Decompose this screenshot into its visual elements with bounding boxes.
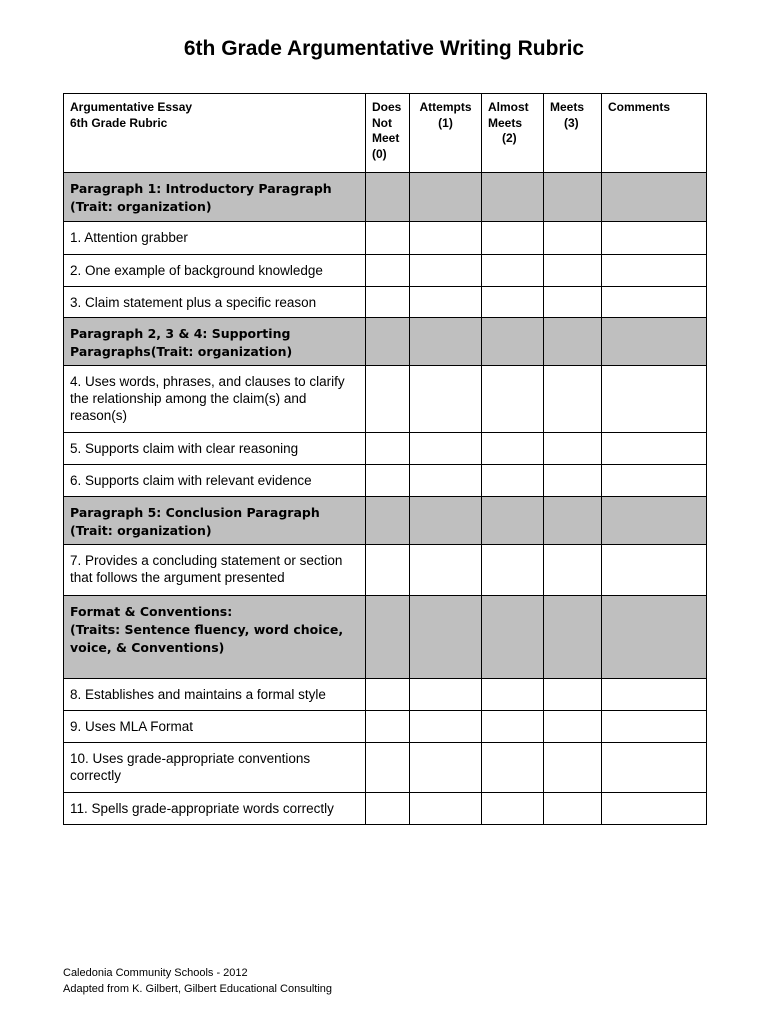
score-almost-meets-cell: [482, 596, 544, 679]
score-meets-cell[interactable]: [544, 222, 602, 255]
score-meets-cell: [544, 596, 602, 679]
score-does-not-meet-cell: [366, 173, 410, 222]
comments-cell[interactable]: [602, 287, 707, 318]
rubric-table: [63, 93, 707, 825]
criterion-text-line: 6. Supports claim with relevant evidence: [70, 473, 312, 488]
footer-line: Caledonia Community Schools - 2012: [63, 967, 248, 979]
score-almost-meets-cell: [482, 318, 544, 366]
score-almost-meets-cell: [482, 173, 544, 222]
section-title-cell: [64, 596, 366, 679]
header-attempts-line: Attempts: [419, 100, 472, 114]
score-does-not-meet-cell[interactable]: [366, 793, 410, 825]
score-meets-cell[interactable]: [544, 433, 602, 465]
score-attempts-cell[interactable]: [410, 793, 482, 825]
score-attempts-cell[interactable]: [410, 287, 482, 318]
section-row: [64, 497, 707, 545]
header-criteria-line: 6th Grade Rubric: [70, 115, 168, 130]
criterion-text-line: correctly: [70, 768, 122, 783]
header-comments-line: Comments: [608, 100, 671, 114]
comments-cell[interactable]: [602, 366, 707, 433]
score-meets-cell[interactable]: [544, 743, 602, 793]
comments-cell[interactable]: [602, 743, 707, 793]
score-meets-cell[interactable]: [544, 255, 602, 287]
section-title-line: (Traits: Sentence fluency, word choice,: [70, 622, 344, 637]
header-does-not-meet: [366, 94, 410, 173]
section-title-cell: [64, 318, 366, 366]
score-meets-cell: [544, 497, 602, 545]
score-does-not-meet-cell[interactable]: [366, 545, 410, 596]
criterion-text-line: 1. Attention grabber: [70, 230, 188, 245]
criterion-row: [64, 222, 707, 255]
criterion-text-line: 9. Uses MLA Format: [70, 719, 194, 734]
score-attempts-cell: [410, 318, 482, 366]
score-almost-meets-cell[interactable]: [482, 222, 544, 255]
comments-cell[interactable]: [602, 679, 707, 711]
score-meets-cell[interactable]: [544, 465, 602, 497]
criterion-cell: [64, 793, 366, 825]
header-does-not-meet-line: Does: [372, 100, 402, 114]
score-almost-meets-cell[interactable]: [482, 679, 544, 711]
score-does-not-meet-cell[interactable]: [366, 255, 410, 287]
comments-cell: [602, 318, 707, 366]
score-almost-meets-cell: [482, 497, 544, 545]
score-does-not-meet-cell[interactable]: [366, 433, 410, 465]
score-attempts-cell: [410, 173, 482, 222]
comments-cell[interactable]: [602, 433, 707, 465]
criterion-text-line: 10. Uses grade-appropriate conventions: [70, 751, 311, 766]
score-almost-meets-cell[interactable]: [482, 255, 544, 287]
score-meets-cell: [544, 318, 602, 366]
comments-cell: [602, 596, 707, 679]
header-does-not-meet-line: Meet: [372, 131, 400, 145]
page-title: 6th Grade Argumentative Writing Rubric: [183, 37, 585, 60]
score-does-not-meet-cell[interactable]: [366, 465, 410, 497]
comments-cell: [602, 497, 707, 545]
comments-cell[interactable]: [602, 793, 707, 825]
score-meets-cell[interactable]: [544, 287, 602, 318]
criterion-row: [64, 711, 707, 743]
criterion-row: [64, 679, 707, 711]
score-meets-cell[interactable]: [544, 545, 602, 596]
comments-cell[interactable]: [602, 545, 707, 596]
criterion-text-line: 2. One example of background knowledge: [70, 263, 323, 278]
score-does-not-meet-cell: [366, 318, 410, 366]
score-does-not-meet-cell[interactable]: [366, 711, 410, 743]
section-title-line: (Trait: organization): [70, 523, 212, 538]
header-almost-meets-line: Almost: [488, 100, 529, 114]
footer-line: Adapted from K. Gilbert, Gilbert Educational Consulting: [63, 983, 333, 995]
criterion-row: [64, 366, 707, 433]
header-meets: [544, 94, 602, 173]
header-attempts: [410, 94, 482, 173]
score-almost-meets-cell[interactable]: [482, 465, 544, 497]
criterion-text-line: 7. Provides a concluding statement or section: [70, 553, 343, 568]
comments-cell[interactable]: [602, 255, 707, 287]
score-does-not-meet-cell: [366, 497, 410, 545]
criterion-text-line: that follows the argument presented: [70, 570, 285, 585]
comments-cell[interactable]: [602, 465, 707, 497]
score-attempts-cell[interactable]: [410, 433, 482, 465]
header-almost-meets-line: (2): [502, 131, 517, 145]
score-meets-cell[interactable]: [544, 793, 602, 825]
score-does-not-meet-cell[interactable]: [366, 679, 410, 711]
header-criteria-cell: [64, 94, 366, 173]
comments-cell: [602, 173, 707, 222]
criterion-row: [64, 287, 707, 318]
score-does-not-meet-cell[interactable]: [366, 287, 410, 318]
score-attempts-cell[interactable]: [410, 465, 482, 497]
criterion-cell: [64, 366, 366, 433]
header-meets-line: Meets: [550, 100, 585, 114]
section-row: [64, 596, 707, 679]
section-title-line: Format & Conventions:: [70, 604, 233, 619]
score-attempts-cell[interactable]: [410, 255, 482, 287]
section-row: [64, 318, 707, 366]
header-attempts-line: (1): [438, 115, 453, 130]
criterion-row: [64, 255, 707, 287]
criterion-cell: [64, 545, 366, 596]
header-does-not-meet-line: (0): [372, 146, 387, 161]
criterion-cell: [64, 222, 366, 255]
section-title-line: voice, & Conventions): [70, 640, 225, 655]
score-does-not-meet-cell[interactable]: [366, 743, 410, 793]
footer: [63, 965, 332, 997]
score-attempts-cell[interactable]: [410, 743, 482, 793]
criterion-text-line: 3. Claim statement plus a specific reason: [70, 295, 317, 310]
rubric-body: [64, 94, 707, 825]
header-row: [64, 94, 707, 173]
score-meets-cell: [544, 173, 602, 222]
criterion-row: [64, 545, 707, 596]
score-almost-meets-cell[interactable]: [482, 433, 544, 465]
score-attempts-cell[interactable]: [410, 679, 482, 711]
score-meets-cell[interactable]: [544, 711, 602, 743]
criterion-cell: [64, 255, 366, 287]
score-does-not-meet-cell[interactable]: [366, 366, 410, 433]
score-almost-meets-cell[interactable]: [482, 366, 544, 433]
header-does-not-meet-line: Not: [372, 115, 392, 130]
criterion-row: [64, 793, 707, 825]
section-title-cell: [64, 497, 366, 545]
criterion-row: [64, 743, 707, 793]
criterion-cell: [64, 743, 366, 793]
criterion-text-line: 8. Establishes and maintains a formal style: [70, 687, 326, 702]
header-meets-line: (3): [564, 115, 579, 130]
criterion-text-line: reason(s): [70, 408, 128, 423]
header-almost-meets: [482, 94, 544, 173]
criterion-cell: [64, 287, 366, 318]
criterion-text-line: 11. Spells grade-appropriate words correctly: [70, 801, 334, 816]
score-attempts-cell[interactable]: [410, 711, 482, 743]
header-criteria-line: Argumentative Essay: [70, 100, 193, 114]
criterion-row: [64, 433, 707, 465]
criterion-text-line: the relationship among the claim(s) and: [70, 391, 307, 406]
section-title-cell: [64, 173, 366, 222]
score-attempts-cell[interactable]: [410, 366, 482, 433]
score-meets-cell[interactable]: [544, 366, 602, 433]
criterion-cell: [64, 433, 366, 465]
section-row: [64, 173, 707, 222]
criterion-text-line: 5. Supports claim with clear reasoning: [70, 441, 299, 456]
score-attempts-cell: [410, 596, 482, 679]
score-almost-meets-cell[interactable]: [482, 545, 544, 596]
score-attempts-cell: [410, 497, 482, 545]
criterion-row: [64, 465, 707, 497]
criterion-cell: [64, 711, 366, 743]
score-attempts-cell[interactable]: [410, 222, 482, 255]
criterion-cell: [64, 679, 366, 711]
score-almost-meets-cell[interactable]: [482, 793, 544, 825]
section-title-line: Paragraph 2, 3 & 4: Supporting: [70, 326, 291, 341]
comments-cell[interactable]: [602, 711, 707, 743]
score-almost-meets-cell[interactable]: [482, 743, 544, 793]
criterion-text-line: 4. Uses words, phrases, and clauses to clarify: [70, 374, 345, 389]
score-almost-meets-cell[interactable]: [482, 711, 544, 743]
section-title-line: Paragraph 5: Conclusion Paragraph: [70, 505, 320, 520]
criterion-cell: [64, 465, 366, 497]
header-comments: [602, 94, 707, 173]
score-meets-cell[interactable]: [544, 679, 602, 711]
score-does-not-meet-cell[interactable]: [366, 222, 410, 255]
section-title-line: (Trait: organization): [70, 199, 212, 214]
section-title-line: Paragraphs(Trait: organization): [70, 344, 293, 359]
comments-cell[interactable]: [602, 222, 707, 255]
header-almost-meets-line: Meets: [488, 115, 523, 130]
section-title-line: Paragraph 1: Introductory Paragraph: [70, 181, 332, 196]
score-attempts-cell[interactable]: [410, 545, 482, 596]
score-does-not-meet-cell: [366, 596, 410, 679]
score-almost-meets-cell[interactable]: [482, 287, 544, 318]
